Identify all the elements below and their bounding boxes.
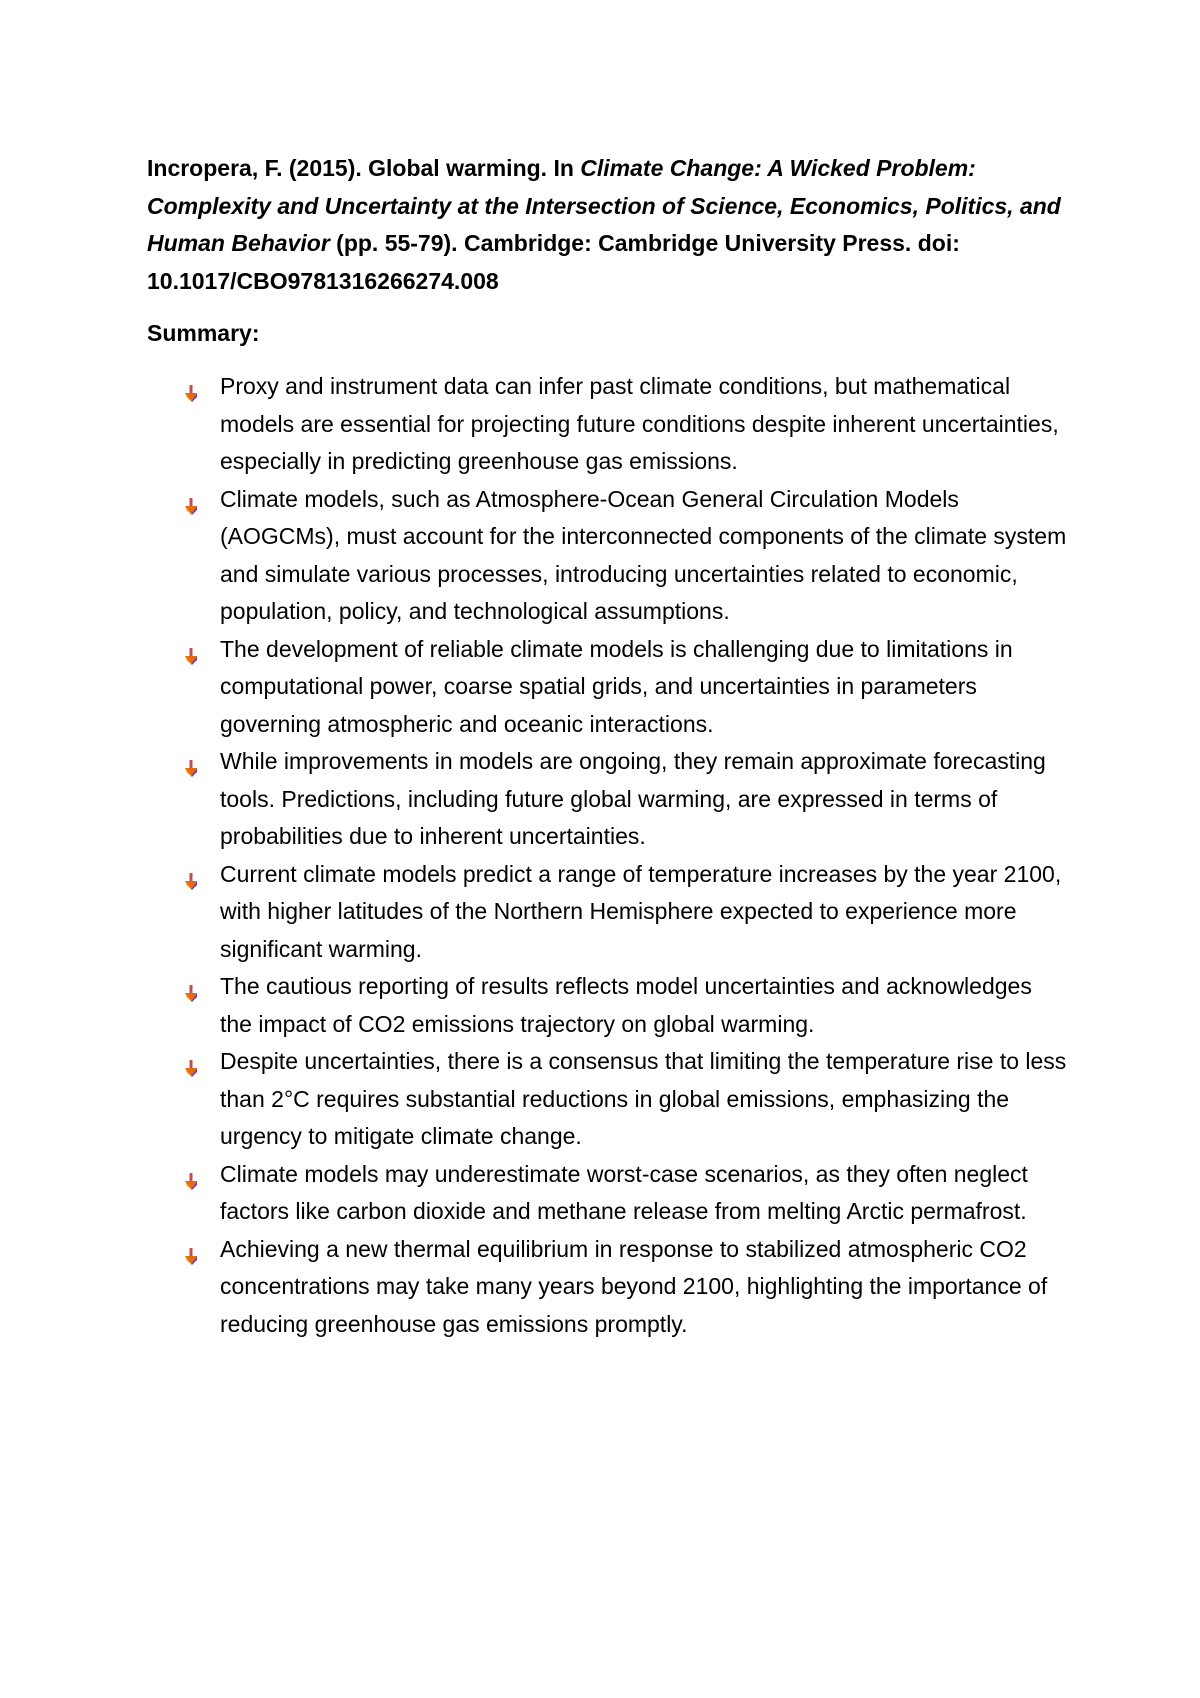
summary-bullet-item — [147, 481, 1067, 631]
summary-bullet-text: Climate models may underestimate worst-case scenarios, as they often neglect factors like carbon dioxide and methane release from melting Arctic permafrost. — [220, 1160, 1028, 1224]
summary-bullet-text: Current climate models predict a range of temperature increases by the year 2100, with higher latitudes of the Northern Hemisphere expected to experience more significant warming. — [220, 860, 1062, 962]
summary-bullet-item — [147, 1156, 1067, 1231]
arrow-down-bullet-icon — [184, 977, 200, 995]
citation — [147, 150, 1067, 300]
book-title: Climate Change: A Wicked Problem: Complexity and Uncertainty at the Intersection of Science, Economics, Politics, and Human Behavior — [147, 155, 1061, 256]
summary-bullet-item — [147, 743, 1067, 856]
arrow-down-bullet-icon — [184, 377, 200, 395]
summary-bullet-text: Proxy and instrument data can infer past climate conditions, but mathematical models are essential for projecting future conditions despite inherent uncertainties, especially in predicting greenhouse gas emissions. — [220, 373, 1059, 474]
arrow-down-bullet-icon — [184, 490, 200, 508]
summary-bullet-item — [147, 856, 1067, 969]
arrow-down-bullet-icon — [184, 1240, 200, 1258]
summary-bullet-text: While improvements in models are ongoing, they remain approximate forecasting tools. Predictions, including future global warming, are expressed in terms of probabilities due to inherent uncertainties. — [220, 748, 1046, 849]
summary-bullet-text: Climate models, such as Atmosphere-Ocean General Circulation Models (AOGCMs), must account for the interconnected components of the climate system and simulate various processes, introducing uncertainties related to economic, population, policy, and technological assumptions. — [220, 485, 1067, 624]
summary-bullet-item — [147, 631, 1067, 744]
summary-bullet-text: The cautious reporting of results reflects model uncertainties and acknowledges the impact of CO2 emissions trajectory on global warming. — [220, 973, 1032, 1037]
summary-bullet-item — [147, 1043, 1067, 1156]
summary-bullet-item — [147, 368, 1067, 481]
arrow-down-bullet-icon — [184, 640, 200, 658]
citation-part-2: (pp. 55-79). Cambridge: Cambridge University Press. doi: 10.1017/CBO9781316266274.008 — [147, 230, 960, 294]
arrow-down-bullet-icon — [184, 752, 200, 770]
arrow-down-bullet-icon — [184, 1165, 200, 1183]
citation-part-1: Incropera, F. (2015). Global warming. In — [147, 155, 581, 181]
summary-bullet-item — [147, 968, 1067, 1043]
arrow-down-bullet-icon — [184, 865, 200, 883]
summary-bullet-item — [147, 1231, 1067, 1344]
summary-bullet-text: The development of reliable climate models is challenging due to limitations in computational power, coarse spatial grids, and uncertainties in parameters governing atmospheric and oceanic interactions. — [220, 635, 1013, 737]
summary-bullet-text: Achieving a new thermal equilibrium in response to stabilized atmospheric CO2 concentrations may take many years beyond 2100, highlighting the importance of reducing greenhouse gas emissions promptly. — [220, 1235, 1048, 1337]
arrow-down-bullet-icon — [184, 1052, 200, 1070]
summary-heading: Summary: — [147, 320, 260, 346]
summary-bullet-list — [147, 368, 1067, 1343]
summary-bullet-text: Despite uncertainties, there is a consensus that limiting the temperature rise to less than 2°C requires substantial reductions in global emissions, emphasizing the urgency to mitigate climate change. — [220, 1048, 1067, 1149]
